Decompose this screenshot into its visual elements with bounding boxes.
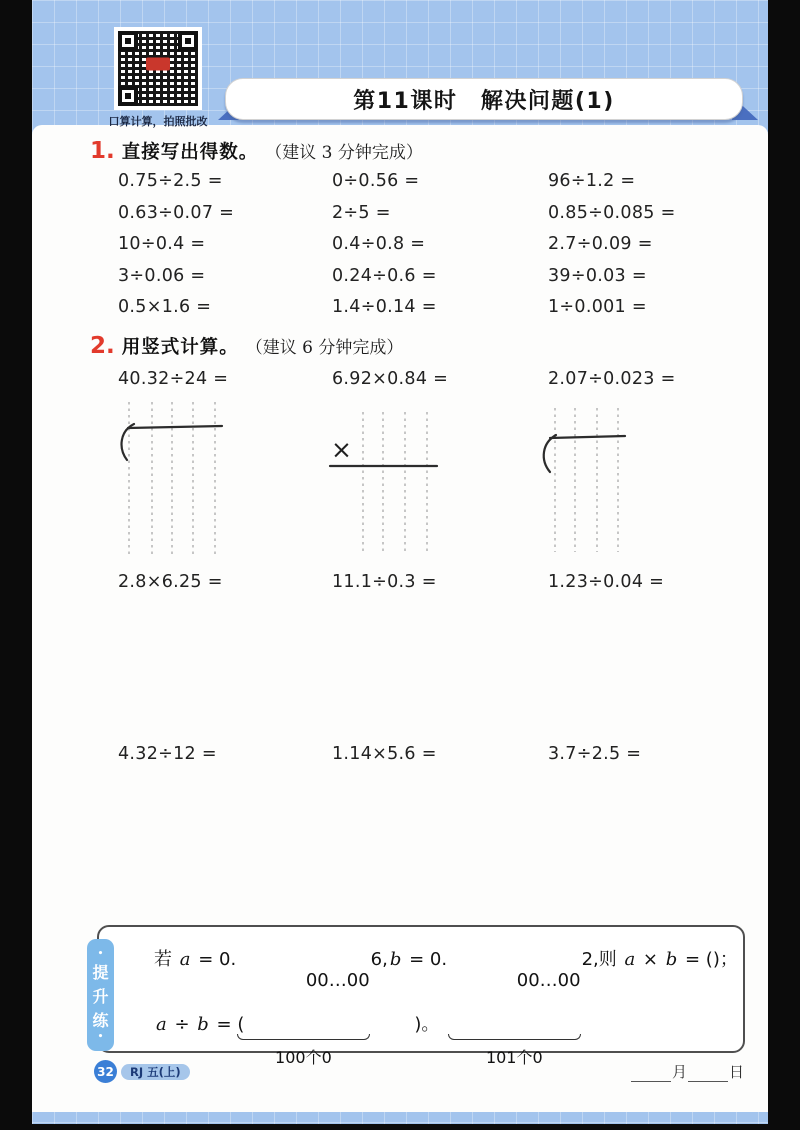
lesson-title-banner (225, 78, 743, 120)
boost-question-line2 (154, 1010, 439, 1036)
problem: 1.23÷0.04 = (548, 572, 665, 592)
section2-row3-problems (118, 743, 738, 775)
date-fill-in (630, 1061, 744, 1082)
problem: 2.7÷0.09 = (548, 234, 653, 255)
month-blank (631, 1066, 671, 1082)
section2-hint: （建议 6 分钟完成） (245, 338, 404, 358)
tab-dot: • (97, 948, 104, 959)
section1-number: 1. (90, 138, 115, 164)
problem: 39÷0.03 = (548, 265, 647, 286)
zeros-count-label: 100个0 (275, 1048, 332, 1067)
text: 若 (154, 949, 178, 970)
problem: 0.85÷0.085 = (548, 202, 676, 223)
qr-caption: 口算计算，拍照批改 (108, 115, 208, 128)
problem: 2.8×6.25 = (118, 572, 223, 592)
boost-practice-tab (87, 939, 114, 1051)
section2-number: 2. (90, 333, 115, 359)
qr-finder-icon (118, 31, 138, 51)
qr-center-logo (146, 57, 170, 70)
section1-hint: （建议 3 分钟完成） (265, 143, 423, 163)
tab-char: 升 (92, 986, 109, 1006)
problem: 4.32÷12 = (118, 744, 217, 764)
section2-row2-problems (118, 571, 738, 603)
problem: 0.24÷0.6 = (332, 265, 437, 286)
zeros: 00…00 (305, 970, 370, 991)
variable-b: b (197, 1014, 209, 1035)
text: )。 (414, 1014, 440, 1035)
tab-char: 提 (92, 962, 109, 982)
problem: 0÷0.56 = (332, 171, 420, 191)
problem: 0.4÷0.8 = (332, 234, 426, 255)
zeros: 00…00 (516, 970, 581, 991)
variable-a: a (156, 1014, 167, 1035)
tab-char: 练 (92, 1010, 109, 1030)
text: = 0. (192, 949, 237, 970)
month-label: 月 (671, 1063, 687, 1081)
text: = ( (210, 1014, 245, 1035)
variable-a: a (179, 949, 191, 970)
variable-b: b (389, 949, 402, 970)
book-edition-label: RJ 五(上) (121, 1064, 190, 1080)
problem: 11.1÷0.3 = (332, 572, 437, 592)
boost-practice-box (92, 925, 745, 1067)
day-blank (688, 1066, 728, 1082)
problem: 2.07÷0.023 = (548, 369, 676, 389)
section1-problem-grid (118, 170, 738, 328)
problem: 40.32÷24 = (118, 369, 229, 389)
text: , (382, 949, 388, 970)
text: = ( (679, 949, 713, 970)
problem: 3÷0.06 = (118, 265, 206, 286)
problem: 0.5×1.6 = (118, 297, 212, 318)
page-number-badge: 32 (94, 1060, 117, 1083)
qr-block (106, 27, 210, 129)
qr-code (114, 27, 202, 110)
problem: 1.14×5.6 = (332, 744, 437, 764)
page-background (32, 0, 768, 1124)
text: × (637, 949, 664, 970)
vertical-calculation-guides (100, 398, 660, 562)
section1-heading (90, 138, 423, 164)
tab-dot: • (97, 1031, 104, 1042)
text: = 0. (403, 949, 448, 970)
multiplication-sign: × (331, 435, 352, 464)
section2-title: 用竖式计算。 (121, 337, 239, 358)
qr-finder-icon (178, 31, 198, 51)
problem: 96÷1.2 = (548, 171, 636, 191)
text: )； (712, 949, 738, 970)
digit: 2 (581, 949, 594, 970)
section2-heading (90, 333, 403, 359)
problem: 1.4÷0.14 = (332, 297, 437, 318)
zeros-underbrace-b (447, 949, 581, 1067)
problem: 10÷0.4 = (118, 234, 206, 255)
qr-finder-icon (118, 86, 138, 106)
section2-row1-problems (118, 368, 738, 400)
variable-b: b (665, 949, 678, 970)
text: ÷ (168, 1014, 196, 1035)
problem: 0.63÷0.07 = (118, 202, 235, 223)
problem: 3.7÷2.5 = (548, 744, 642, 764)
problem: 2÷5 = (332, 202, 391, 223)
text: ,则 (593, 949, 623, 970)
problem: 0.75÷2.5 = (118, 171, 223, 191)
zeros-count-label: 101个0 (485, 1048, 543, 1067)
day-label: 日 (728, 1063, 744, 1081)
digit: 6 (370, 949, 383, 970)
problem: 6.92×0.84 = (332, 369, 449, 389)
lesson-title: 第11课时 解决问题(1) (353, 88, 615, 114)
variable-a: a (624, 949, 636, 970)
section1-title: 直接写出得数。 (121, 142, 259, 163)
worksheet-page (32, 125, 768, 1112)
problem: 1÷0.001 = (548, 297, 647, 318)
